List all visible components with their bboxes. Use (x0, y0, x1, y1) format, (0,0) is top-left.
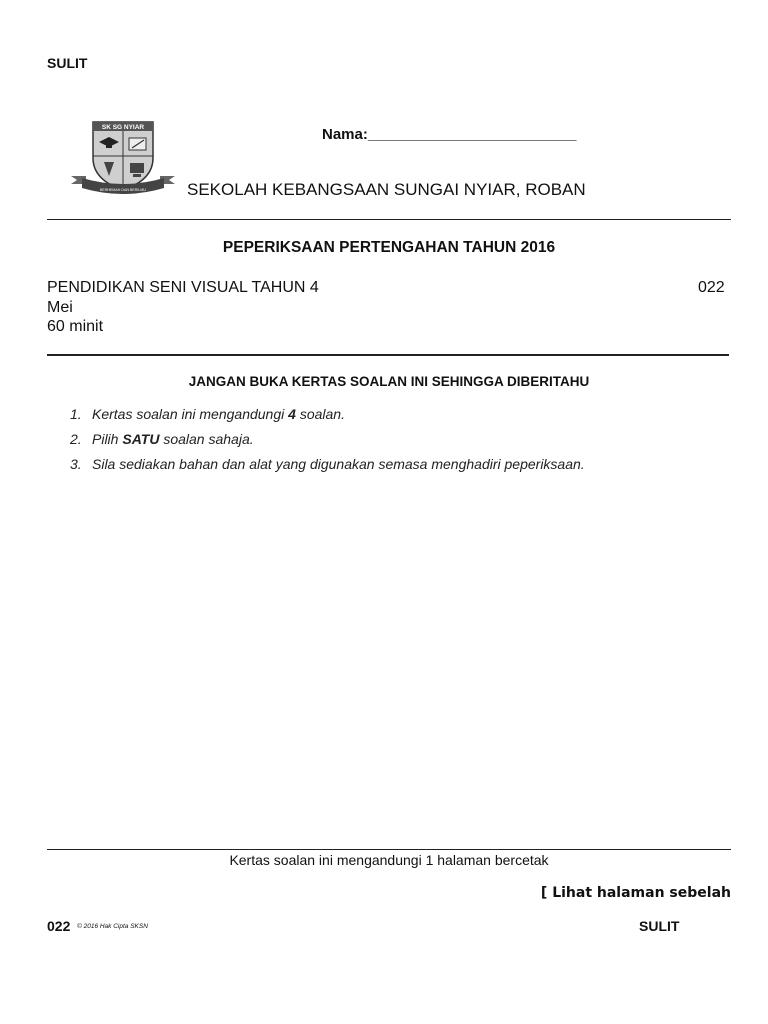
divider-footer (47, 849, 731, 850)
classification-top: SULIT (47, 55, 88, 71)
subject-code: 022 (698, 279, 725, 296)
exam-month: Mei (47, 299, 73, 316)
instruction-number: 3. (70, 456, 82, 472)
instruction-number: 1. (70, 406, 82, 422)
exam-title: PEPERIKSAAN PERTENGAHAN TAHUN 2016 (222, 239, 556, 256)
next-page-note: [ Lihat halaman sebelah (540, 885, 731, 901)
classification-bottom: SULIT (639, 918, 680, 934)
name-blank[interactable]: _________________________ (367, 126, 577, 143)
school-name: SEKOLAH KEBANGSAAN SUNGAI NYIAR, ROBAN (187, 180, 586, 199)
name-field[interactable] (322, 126, 576, 143)
pages-note: Kertas soalan ini mengandungi 1 halaman bercetak (229, 852, 549, 868)
instruction-item: 1. Kertas soalan ini mengandungi 4 soalan. (70, 406, 345, 422)
do-not-open-notice: JANGAN BUKA KERTAS SOALAN INI SEHINGGA DIBERITAHU (188, 374, 590, 389)
svg-text:BERHEMAH DAN BERILMU: BERHEMAH DAN BERILMU (100, 188, 146, 192)
instruction-item: 2. Pilih SATU soalan sahaja. (70, 431, 254, 447)
instruction-number: 2. (70, 431, 82, 447)
school-crest-logo (68, 118, 178, 198)
divider-top (47, 219, 731, 220)
copyright-text: © 2016 Hak Cipta SKSN (77, 923, 148, 930)
footer-code: 022 (47, 918, 71, 934)
exam-duration: 60 minit (47, 318, 104, 335)
divider-thick (47, 354, 729, 356)
svg-text:SK SG NYIAR: SK SG NYIAR (101, 124, 145, 131)
name-label: Nama: (322, 126, 368, 143)
instruction-item: 3. Sila sediakan bahan dan alat yang digunakan semasa menghadiri peperiksaan. (70, 456, 585, 472)
subject-name: PENDIDIKAN SENI VISUAL TAHUN 4 (47, 279, 319, 296)
